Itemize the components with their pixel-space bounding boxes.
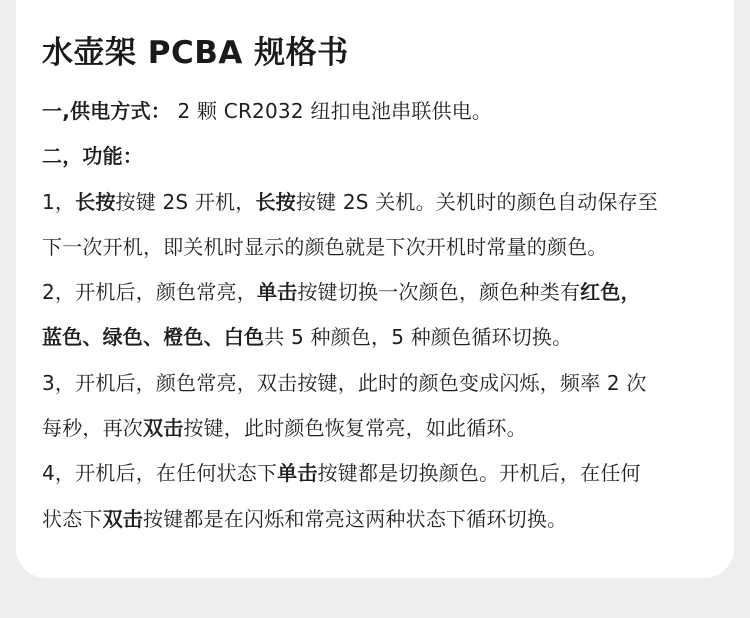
body-text: 按键切换一次颜色，颜色种类有 [297, 280, 581, 305]
emphasis-text: 蓝色、绿色、橙色、白色 [42, 325, 265, 350]
spec-content [42, 89, 742, 542]
function-1-line-2 [42, 225, 742, 270]
functions-heading [42, 134, 742, 179]
emphasis-text: 长按 [255, 189, 296, 214]
body-text: 按键都是在闪烁和常亮这两种状态下循环切换。 [143, 506, 568, 531]
emphasis-text: 双击 [102, 506, 144, 531]
emphasis-text: 二，功能： [42, 144, 143, 169]
spec-card [16, 0, 734, 578]
emphasis-text: 单击 [277, 461, 318, 486]
body-text: 状态下 [42, 506, 103, 531]
body-text: 3，开机后，颜色常亮，双击按键，此时的颜色变成闪烁，频率 2 次 [42, 370, 647, 395]
page-title: 水壶架 PCBA 规格书 [42, 35, 349, 71]
function-4-line-1 [42, 451, 742, 496]
function-2-line-2 [42, 315, 742, 360]
function-3-line-1 [42, 361, 742, 406]
body-text: 4，开机后，在任何状态下 [42, 461, 278, 486]
body-text: 按键 2S 关机。关机时的颜色自动保存至 [295, 189, 659, 214]
emphasis-text: 红色， [580, 280, 641, 305]
emphasis-text: 单击 [256, 280, 298, 305]
body-text: 下一次开机，即关机时显示的颜色就是下次开机时常量的颜色。 [42, 234, 608, 259]
body-text: 1， [42, 189, 76, 214]
function-2-line-1 [42, 270, 742, 315]
body-text: 按键，此时颜色恢复常亮，如此循环。 [183, 416, 527, 441]
function-4-line-2 [42, 497, 742, 542]
body-text: 每秒，再次 [42, 416, 143, 441]
body-text: 按键 2S 开机， [115, 189, 256, 214]
emphasis-text: 双击 [143, 416, 184, 441]
body-text: 共 5 种颜色，5 种颜色循环切换。 [264, 325, 573, 350]
body-text: 按键都是切换颜色。开机后，在任何 [317, 461, 641, 486]
body-text: 2 颗 CR2032 纽扣电池串联供电。 [171, 99, 493, 123]
function-3-line-2 [42, 406, 742, 451]
emphasis-text: 长按 [75, 189, 116, 214]
body-text: 2，开机后，颜色常亮， [42, 280, 257, 305]
function-1-line-1 [42, 180, 742, 225]
emphasis-text: 一,供电方式： [42, 99, 171, 123]
power-supply-line [42, 89, 742, 134]
